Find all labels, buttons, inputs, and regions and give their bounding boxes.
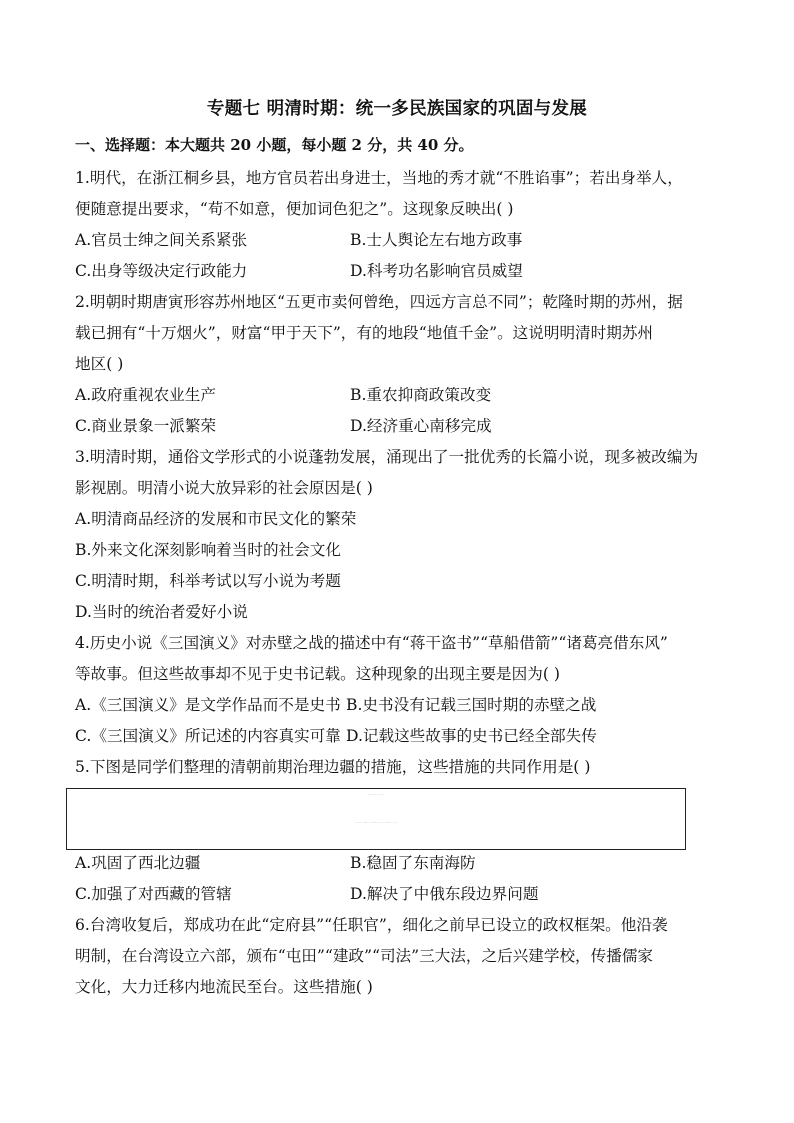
question-1-option-b: B.士人舆论左右地方政事 — [350, 231, 523, 249]
question-3-option-d: D.当时的统治者爱好小说 — [75, 603, 248, 621]
section-heading: 一、选择题：本大题共 20 小题，每小题 2 分，共 40 分。 — [75, 136, 474, 154]
question-6-line-3: 文化，大力迁移内地流民至台。这些措施( ) — [75, 978, 373, 996]
question-4-option-a: A.《三国演义》是文学作品而不是史书 — [75, 696, 341, 714]
question-2-line-1: 2.明朝时期唐寅形容苏州地区“五更市卖何曾绝，四远方言总不同”；乾隆时期的苏州，据 — [75, 293, 683, 311]
question-3-line-2: 影视剧。明清小说大放异彩的社会原因是( ) — [75, 479, 373, 497]
question-2-option-d: D.经济重心南移完成 — [350, 417, 492, 435]
page-title: 专题七 明清时期：统一多民族国家的巩固与发展 — [206, 99, 588, 119]
question-3-option-b: B.外来文化深刻影响着当时的社会文化 — [75, 541, 341, 559]
question-5-box-line-2 — [67, 823, 685, 824]
question-4-option-d: D.记载这些故事的史书已经全部失传 — [346, 727, 597, 745]
question-2-option-c: C.商业景象一派繁荣 — [75, 417, 217, 435]
question-5-box-line-1 — [67, 795, 685, 796]
question-5-figure-box — [66, 788, 686, 850]
question-4-option-b: B.史书没有记载三国时期的赤壁之战 — [346, 696, 597, 714]
question-6-line-1: 6.台湾收复后，郑成功在此“定府县”“任职官”，细化之前早已设立的政权框架。他沿袭 — [75, 916, 668, 934]
question-2-option-a: A.政府重视农业生产 — [75, 386, 216, 404]
question-1-line-2: 便随意提出要求，“苟不如意，便加词色犯之”。这现象反映出( ) — [75, 200, 514, 218]
question-4-line-1: 4.历史小说《三国演义》对赤壁之战的描述中有“蒋干盗书”“草船借箭”“诸葛亮借东风” — [75, 634, 668, 652]
question-5-option-a: A.巩固了西北边疆 — [75, 854, 201, 872]
question-5-option-b: B.稳固了东南海防 — [350, 854, 476, 872]
question-2-line-2: 载已拥有“十万烟火”，财富“甲于天下”，有的地段“地值千金”。这说明明清时期苏州 — [75, 324, 654, 342]
question-5-option-c: C.加强了对西藏的管辖 — [75, 885, 232, 903]
question-3-line-1: 3.明清时期，通俗文学形式的小说蓬勃发展，涌现出了一批优秀的长篇小说，现多被改编为 — [75, 448, 699, 466]
question-6-line-2: 明制，在台湾设立六部，颁布“屯田”“建政”“司法”三大法，之后兴建学校，传播儒家 — [75, 947, 654, 965]
question-1-option-a: A.官员士绅之间关系紧张 — [75, 231, 248, 249]
question-2-line-3: 地区( ) — [75, 355, 124, 373]
question-5-line-1: 5.下图是同学们整理的清朝前期治理边疆的措施，这些措施的共同作用是( ) — [75, 758, 591, 776]
question-5-option-d: D.解决了中俄东段边界问题 — [350, 885, 539, 903]
question-4-option-c: C.《三国演义》所记述的内容真实可靠 — [75, 727, 341, 745]
question-1-option-c: C.出身等级决定行政能力 — [75, 262, 248, 280]
question-2-option-b: B.重农抑商政策改变 — [350, 386, 492, 404]
question-1-line-1: 1.明代，在浙江桐乡县，地方官员若出身进士，当地的秀才就“不胜谄事”；若出身举人， — [75, 169, 683, 187]
question-3-option-a: A.明清商品经济的发展和市民文化的繁荣 — [75, 510, 357, 528]
question-1-option-d: D.科考功名影响官员威望 — [350, 262, 523, 280]
question-4-line-2: 等故事。但这些故事却不见于史书记载。这种现象的出现主要是因为( ) — [75, 665, 560, 683]
question-3-option-c: C.明清时期，科举考试以写小说为考题 — [75, 572, 341, 590]
